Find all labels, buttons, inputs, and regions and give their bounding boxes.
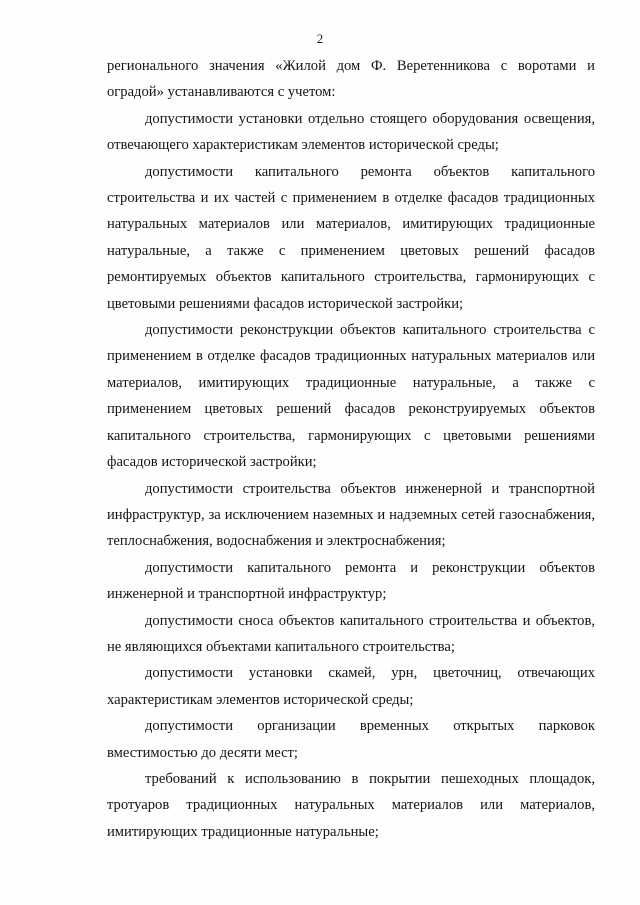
paragraph-infrastructure-repair: допустимости капитального ремонта и реконструкции объектов инженерной и транспортной инфраструктур; xyxy=(107,559,595,603)
paragraph-infrastructure-construction: допустимости строительства объектов инженерной и транспортной инфраструктур, за исключением наземных и надземных сетей газоснабжения, теплоснабжения, водоснабжения и электроснабжения; xyxy=(107,480,595,550)
paragraph-lighting-equipment: допустимости установки отдельно стоящего оборудования освещения, отвечающего характеристикам элементов исторической среды; xyxy=(107,110,595,154)
document-body xyxy=(107,53,595,845)
paragraph-capital-repair: допустимости капитального ремонта объектов капитального строительства и их частей с применением в отделке фасадов традиционных натуральных материалов или материалов, имитирующих традиционные натуральные, а также с применением цветовых решений фасадов ремонтируемых объектов капитального строительства, гармонирующих с цветовыми решениями фасадов исторической застройки; xyxy=(107,163,595,312)
paragraph-pavement-materials: требований к использованию в покрытии пешеходных площадок, тротуаров традиционных натуральных материалов или материалов, имитирующих традиционные натуральные; xyxy=(107,770,595,840)
paragraph-demolition: допустимости сноса объектов капитального строительства и объектов, не являющихся объектами капитального строительства; xyxy=(107,612,595,655)
paragraph-reconstruction: допустимости реконструкции объектов капитального строительства с применением в отделке фасадов традиционных натуральных материалов или материалов, имитирующих традиционные натуральные, а также с применением цветовых решений фасадов реконструируемых объектов капитального строительства, гармонирующих с цветовыми решениями фасадов исторической застройки; xyxy=(107,322,595,471)
paragraph-benches-urns: допустимости установки скамей, урн, цветочниц, отвечающих характеристикам элементов исторической среды; xyxy=(107,665,595,708)
paragraph-parking: допустимости организации временных открытых парковок вместимостью до десяти мест; xyxy=(107,718,595,761)
paragraph-intro: регионального значения «Жилой дом Ф. Веретенникова с воротами и оградой» устанавливаются с учетом: xyxy=(107,58,595,101)
page-number: 2 xyxy=(316,31,324,46)
